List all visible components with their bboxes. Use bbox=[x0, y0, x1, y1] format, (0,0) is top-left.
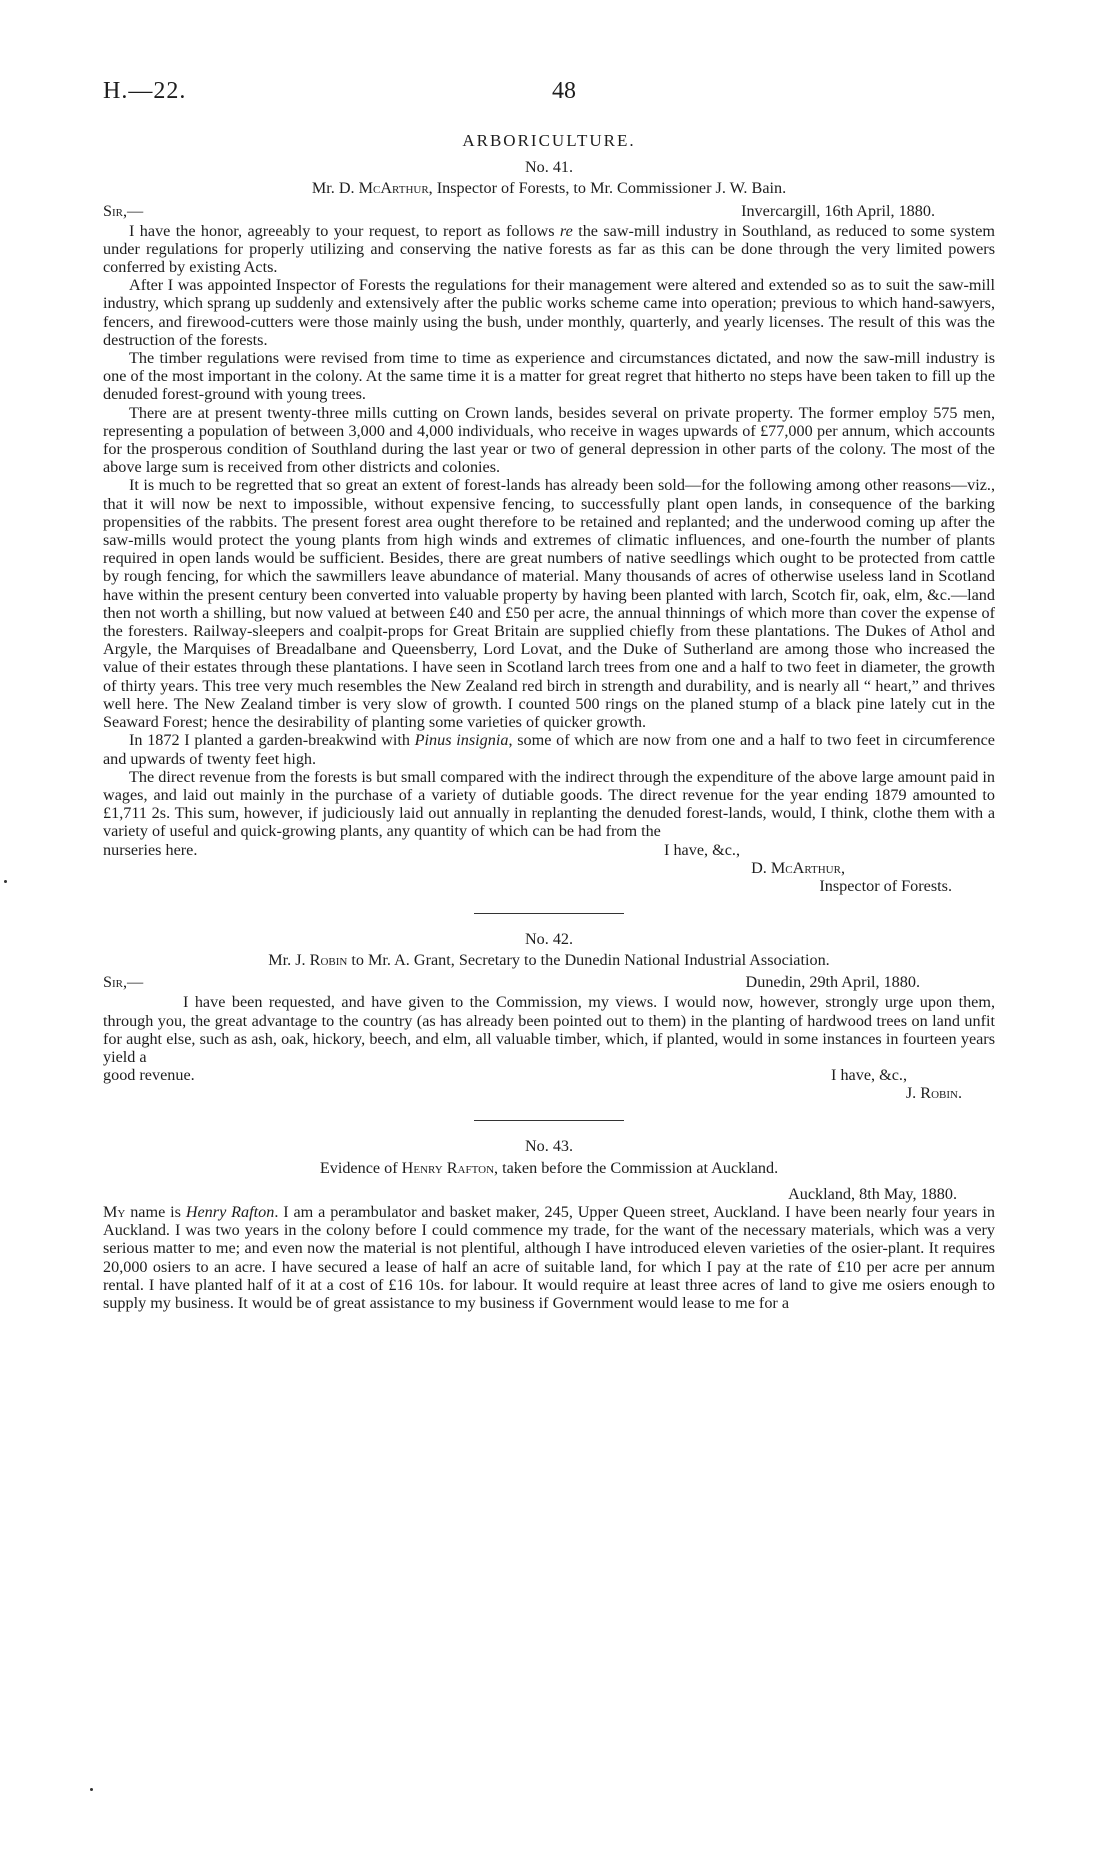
closing: I have, &c., bbox=[831, 1066, 907, 1085]
evidence-heading: Evidence of Henry Rafton, taken before the Commission at Auckland. bbox=[319, 1158, 779, 1177]
paragraph: It is much to be regretted that so great an extent of forest-lands has already been sold—for the following among other reasons—viz., that it will now be next to impossible, without expensive fencing, to successfully plant open lands, in consequence of the barking propensities of the rabbits. The present forest area ought therefore to be retained and replanted; and the underwood coming up after the saw-mills would protect the young plants from high winds and extremes of climatic influences, and one-fourth the number of plants required in open lands would be sufficient. Besides, there are great numbers of native seedlings which ought to be protected from cattle by rough fencing, for which the sawmillers leave abundance of material. Many thousands of acres of otherwise useless land in Scotland have within the present century been converted into valuable property by having been planted with larch, Scotch fir, oak, elm, &c.—land then not worth a shilling, but now valued at between £40 and £50 per acre, the annual thinnings of which more than cover the expense of the foresters. Railway-sleepers and coalpit-props for Great Britain are supplied chiefly from these plantations. The Dukes of Athol and Argyle, the Marquises of Breadalbane and Queensberry, Lord Lovat, and the Duke of Sutherland are among those who increased the value of their estates through these plantations. I have seen in Scotland larch trees from one and a half to two feet in diameter, the growth of thirty years. This tree very much resembles the New Zealand red birch in strength and durability, and is nearly all “ heart,” and thrives well here. The New Zealand timber is very slow of growth. I counted 500 rings on the planed stump of a black pine lately cut in the Seaward Forest; hence the desirability of planting some varieties of quicker growth. bbox=[103, 476, 995, 732]
margin-mark bbox=[90, 1788, 93, 1791]
closing-row bbox=[103, 1066, 995, 1084]
letter-42 bbox=[103, 930, 995, 1102]
evidence-number: No. 43. bbox=[524, 1137, 574, 1156]
letter-number: No. 42. bbox=[524, 929, 574, 948]
section-divider bbox=[474, 913, 624, 914]
paragraph: In 1872 I planted a garden-breakwind with Pinus insignia, some of which are now from one and a half to two feet in circumference and upwards of twenty feet high. bbox=[103, 731, 995, 768]
closing-row bbox=[103, 841, 995, 859]
salutation-row bbox=[103, 973, 995, 991]
letter-number: No. 41. bbox=[524, 158, 574, 177]
margin-mark bbox=[4, 880, 7, 883]
salutation: Sir,— bbox=[103, 973, 144, 992]
author-name: Robin bbox=[309, 951, 348, 970]
signature-title: Inspector of Forests. bbox=[819, 876, 952, 895]
signature: J. Robin. bbox=[905, 1084, 962, 1103]
salutation: Sir,— bbox=[103, 201, 144, 220]
place-date: Invercargill, 16th April, 1880. bbox=[741, 201, 935, 220]
author-name: McArthur bbox=[358, 179, 429, 198]
page-header bbox=[103, 78, 996, 108]
section-title: ARBORICULTURE. bbox=[462, 131, 636, 150]
letter-41 bbox=[103, 158, 995, 895]
paragraph: After I was appointed Inspector of Forests the regulations for their management were altered and extended so as to suit the saw-mill industry, which sprang up suddenly and extensively after the public works scheme came into operation; previous to which hand-sawyers, fencers, and firewood-cutters were those mainly using the bush, under monthly, quarterly, and yearly licenses. The result of this was the destruction of the forests. bbox=[103, 276, 995, 349]
paragraph: The direct revenue from the forests is but small compared with the indirect through the expenditure of the above large amount paid in wages, and laid out mainly in the purchase of a variety of dutiable goods. The direct revenue for the year ending 1879 amounted to £1,711 2s. This sum, however, if judiciously laid out annually in replanting the denuded forest-lands, would, I think, clothe them with a variety of useful and quick-growing plants, any quantity of which can be had from the bbox=[103, 767, 995, 841]
paragraph-tail: good revenue. bbox=[103, 1066, 195, 1085]
page-content bbox=[103, 124, 995, 1312]
place-date: Dunedin, 29th April, 1880. bbox=[745, 973, 920, 992]
salutation-row bbox=[103, 202, 995, 220]
witness-name: Henry Rafton bbox=[401, 1158, 495, 1177]
paragraph: There are at present twenty-three mills cutting on Crown lands, besides several on private property. The former employ 575 men, representing a population of between 3,000 and 4,000 individuals, who receive in wages upwards of £77,000 per annum, which accounts for the prosperous condition of Southland during the last year or two of general depression in other parts of the colony. The most of the above large sum is received from other districts and colonies. bbox=[103, 403, 995, 477]
place-date: Auckland, 8th May, 1880. bbox=[788, 1184, 957, 1203]
paragraph-tail: nurseries here. bbox=[103, 840, 198, 859]
letter-heading: Mr. J. Robin to Mr. A. Grant, Secretary to the Dunedin National Industrial Association. bbox=[268, 951, 830, 970]
closing: I have, &c., bbox=[664, 840, 740, 859]
paragraph: I have the honor, agreeably to your request, to report as follows re the saw-mill industry in Southland, as reduced to some system under regulations for properly utilizing and conserving the native forests as far as this can be done through the very limited powers conferred by existing Acts. bbox=[103, 221, 996, 277]
letter-heading: Mr. D. McArthur, Inspector of Forests, to Mr. Commissioner J. W. Bain. bbox=[311, 179, 787, 198]
paragraph: I have been requested, and have given to the Commission, my views. I would now, however, strongly urge upon them, through you, the great advantage to the country (as has already been pointed out to them) in the planting of hardwood trees on land unfit for aught else, such as ash, oak, hickory, beech, and elm, all valuable timber, which, if planted, would in some instances in fourteen years yield a bbox=[103, 993, 995, 1066]
paragraph: The timber regulations were revised from time to time as experience and circumstances dictated, and now the saw-mill industry is one of the most important in the colony. At the same time it is a matter for great regret that hitherto no steps have been taken to fill up the denuded forest-ground with young trees. bbox=[103, 349, 995, 404]
paragraph: My name is Henry Rafton. I am a perambulator and basket maker, 245, Upper Queen street, Auckland. I have been nearly four years in Auckland. I was two years in the colony before I could commence my trade, for the want of the necessary materials, which was a very serious matter to me; and even now the material is not plentiful, although I have introduced eleven varieties of the osier-plant. It requires 20,000 osiers to an acre. I have secured a lease of half an acre of suitable land, for which I pay at the rate of £10 per acre per annum rental. I have planted half of it at a cost of £16 10s. for labour. It would require at least three acres of land to give me osiers enough to supply my business. It would be of great assistance to my business if Government would lease to me for a bbox=[103, 1202, 995, 1312]
page-reference: H.—22. bbox=[103, 78, 187, 104]
page-number: 48 bbox=[552, 78, 576, 104]
evidence-43 bbox=[103, 1137, 995, 1312]
signature: D. McArthur, bbox=[751, 858, 845, 877]
section-divider bbox=[474, 1120, 624, 1121]
